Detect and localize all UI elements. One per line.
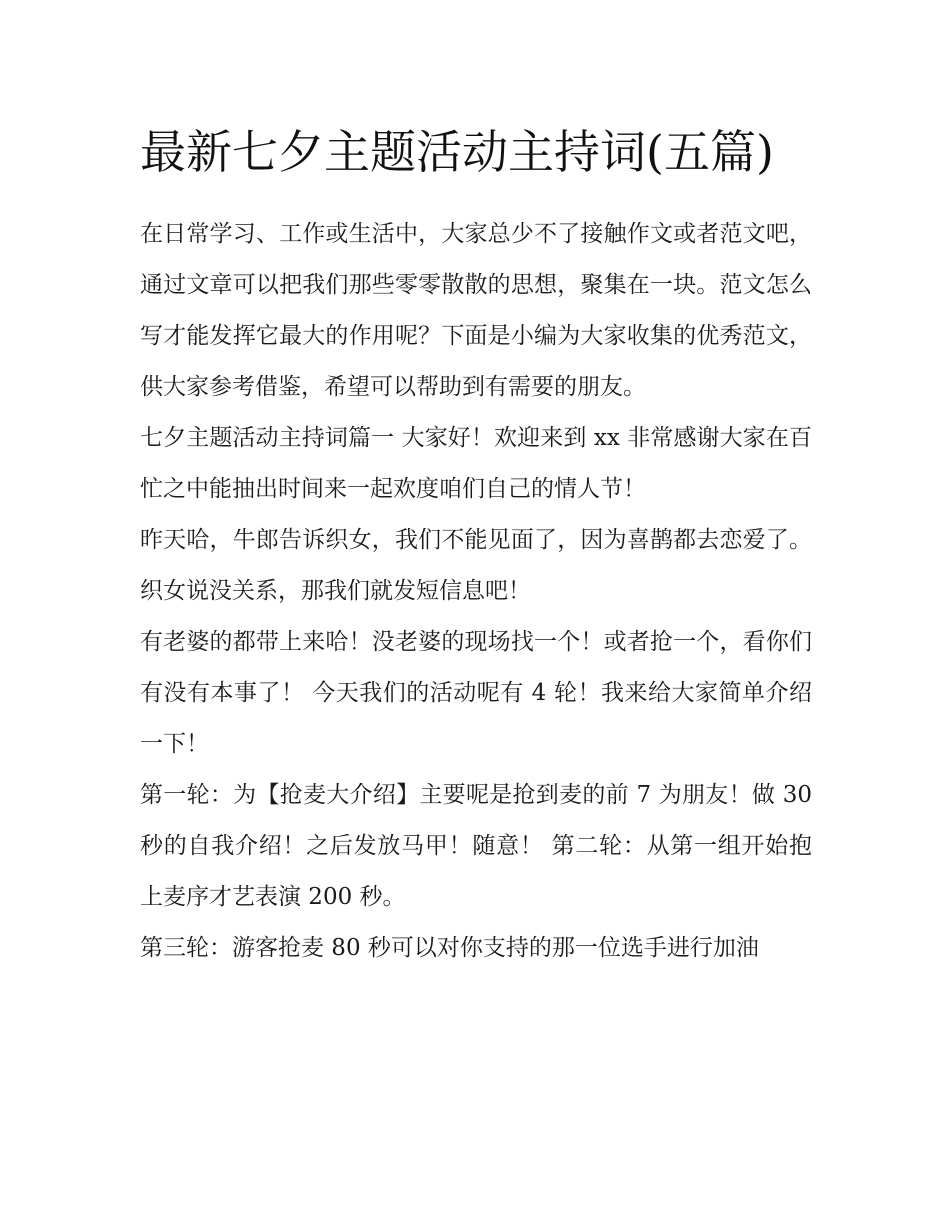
document-title: 最新七夕主题活动主持词(五篇) — [140, 125, 774, 179]
round-three-paragraph: 第三轮：游客抢麦 80 秒可以对你支持的那一位选手进行加油 — [140, 935, 759, 961]
greeting-paragraph: 七夕主题活动主持词篇一 大家好！欢迎来到 xx 非常感谢大家在百忙之中能抽出时间来一起欢度咱们自己的情人节！ — [140, 425, 812, 502]
document-page — [140, 112, 812, 974]
intro-paragraph: 在日常学习、工作或生活中，大家总少不了接触作文或者范文吧，通过文章可以把我们那些零零散散的思想，聚集在一块。范文怎么写才能发挥它最大的作用呢？下面是小编为大家收集的优秀范文，供大家参考借鉴，希望可以帮助到有需要的朋友。 — [140, 221, 812, 400]
round-one-two-paragraph: 第一轮：为【抢麦大介绍】主要呢是抢到麦的前 7 为朋友！做 30 秒的自我介绍！之后发放马甲！随意！ 第二轮：从第一组开始抱上麦序才艺表演 200 秒。 — [140, 782, 812, 910]
story-paragraph: 昨天哈，牛郎告诉织女，我们不能见面了，因为喜鹊都去恋爱了。织女说没关系，那我们就发短信息吧！ — [140, 527, 812, 604]
activity-intro-paragraph: 有老婆的都带上来哈！没老婆的现场找一个！或者抢一个，看你们有没有本事了！ 今天我们的活动呢有 4 轮！我来给大家简单介绍一下！ — [140, 629, 812, 757]
document-body — [140, 209, 812, 974]
